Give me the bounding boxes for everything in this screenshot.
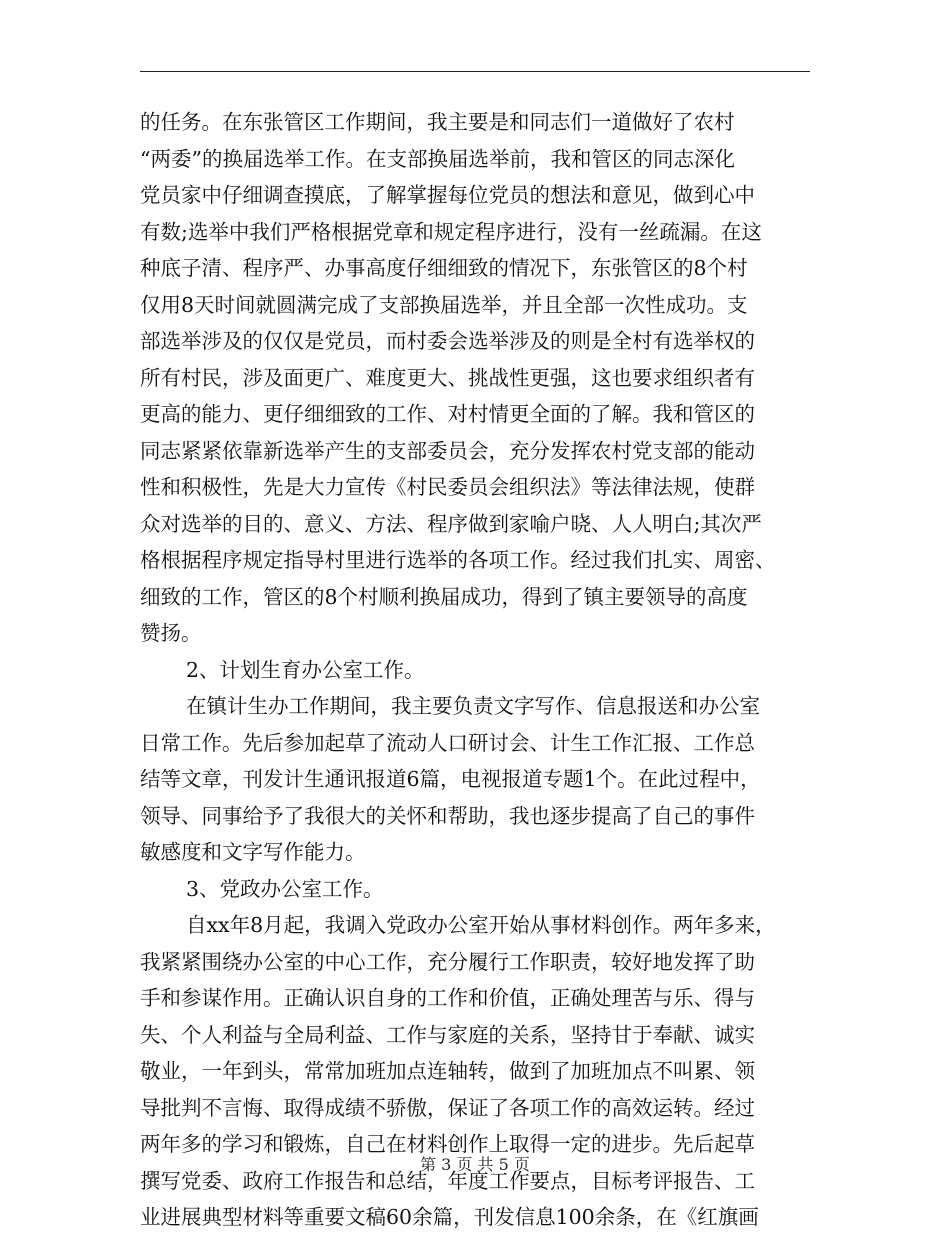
text-line: 的任务。在东张管区工作期间，我主要是和同志们一道做好了农村 [140, 110, 735, 134]
text-line: 3、党政办公室工作。 [186, 876, 384, 901]
text-line: 手和参谋作用。正确认识自身的工作和价值，正确处理苦与乐、得与 [140, 986, 755, 1010]
text-line: 有数;选举中我们严格根据党章和规定程序进行，没有一丝疏漏。在这 [140, 219, 762, 244]
text-line: 我紧紧围绕办公室的中心工作，充分履行工作职责，较好地发挥了助 [140, 949, 755, 974]
text-line: 日常工作。先后参加起草了流动人口研讨会、计生工作汇报、工作总 [140, 730, 755, 755]
text-line: 部选举涉及的仅仅是党员，而村委会选举涉及的则是全村有选举权的 [140, 329, 755, 353]
text-line: 众对选举的目的、意义、方法、程序做到家喻户晓、人人明白;其次严 [140, 511, 762, 536]
text-line: 在镇计生办工作期间，我主要负责文字写作、信息报送和办公室 [186, 694, 760, 718]
text-line: “两委”的换届选举工作。在支部换届选举前，我和管区的同志深化 [140, 146, 735, 171]
text-line: 种底子清、程序严、办事高度仔细细致的情况下，东张管区的8个村 [140, 256, 748, 280]
text-line: 性和积极性，先是大力宣传《村民委员会组织法》等法律法规，使群 [140, 475, 755, 499]
text-line: 敏感度和文字写作能力。 [140, 840, 366, 864]
text-line: 所有村民，涉及面更广、难度更大、挑战性更强，这也要求组织者有 [140, 365, 755, 390]
page-number: 第 3 页 共 5 页 [420, 1155, 530, 1174]
text-line: 敬业，一年到头，常常加班加点连轴转，做到了加班加点不叫累、领 [140, 1059, 755, 1083]
text-line: 格根据程序规定指导村里进行选举的各项工作。经过我们扎实、周密、 [140, 548, 776, 572]
text-line: 细致的工作，管区的8个村顺利换届成功，得到了镇主要领导的高度 [140, 584, 748, 609]
text-line: 领导、同事给予了我很大的关怀和帮助，我也逐步提高了自己的事件 [140, 803, 755, 828]
text-line: 赞扬。 [140, 621, 202, 645]
header-rule [140, 71, 810, 72]
text-line: 党员家中仔细调查摸底，了解掌握每位党员的想法和意见，做到心中 [140, 183, 755, 207]
text-line: 自xx年8月起，我调入党政办公室开始从事材料创作。两年多来， [186, 913, 776, 937]
document-body [140, 104, 810, 1236]
text-line: 撰写党委、政府工作报告和总结，年度工作要点，目标考评报告、工 [140, 1168, 755, 1193]
text-line: 失、个人利益与全局利益、工作与家庭的关系，坚持甘于奉献、诚实 [140, 1022, 755, 1047]
text-line: 结等文章，刊发计生通讯报道6篇，电视报道专题1个。在此过程中， [140, 767, 761, 791]
text-line: 导批判不言悔、取得成绩不骄傲，保证了各项工作的高效运转。经过 [140, 1095, 755, 1120]
text-line: 两年多的学习和锻炼，自己在材料创作上取得一定的进步。先后起草 [140, 1132, 755, 1156]
text-line: 2、计划生育办公室工作。 [186, 657, 425, 682]
text-line: 同志紧紧依靠新选举产生的支部委员会，充分发挥农村党支部的能动 [140, 438, 755, 463]
text-line: 业进展典型材料等重要文稿60余篇，刊发信息100余条，在《红旗画 [140, 1205, 759, 1229]
text-line: 仅用8天时间就圆满完成了支部换届选举，并且全部一次性成功。支 [140, 292, 748, 317]
text-line: 更高的能力、更仔细细致的工作、对村情更全面的了解。我和管区的 [140, 402, 755, 426]
